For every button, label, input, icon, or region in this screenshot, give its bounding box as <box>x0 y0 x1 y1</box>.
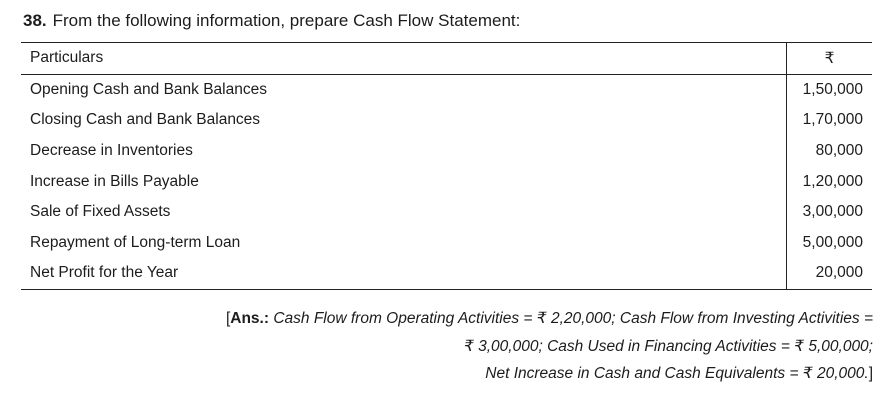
table-row <box>21 228 872 259</box>
row-particular: Opening Cash and Bank Balances <box>30 80 267 98</box>
row-amount: 20,000 <box>787 258 873 289</box>
row-particular: Decrease in Inventories <box>30 142 193 160</box>
answer-line-1 <box>226 305 873 333</box>
row-particular: Increase in Bills Payable <box>30 172 199 190</box>
row-particular: Repayment of Long-term Loan <box>30 233 241 251</box>
row-particular: Net Profit for the Year <box>30 264 179 282</box>
table-row <box>21 74 872 105</box>
question-heading <box>23 10 520 32</box>
row-particular: Closing Cash and Bank Balances <box>30 111 261 129</box>
row-amount: 5,00,000 <box>787 228 873 259</box>
answer-open-bracket: [ <box>225 310 231 327</box>
row-amount: 1,50,000 <box>787 74 873 105</box>
question-text: From the following information, prepare Cash Flow Statement: <box>52 11 521 30</box>
answer-label: Ans.: <box>230 310 270 327</box>
table-row <box>21 166 872 197</box>
table-row <box>21 105 872 136</box>
particulars-table <box>21 42 872 290</box>
table-row <box>21 258 872 289</box>
header-particulars: Particulars <box>30 49 104 67</box>
row-amount: 80,000 <box>787 136 873 167</box>
answer-text-1: Cash Flow from Operating Activities = ₹ 2,20,000; Cash Flow from Investing Activities = <box>273 310 873 327</box>
header-rupee-amount: ₹ <box>787 43 873 75</box>
row-amount: 1,70,000 <box>787 105 873 136</box>
row-particular: Sale of Fixed Assets <box>30 203 171 221</box>
answer-text-2: ₹ 3,00,000; Cash Used in Financing Activities = ₹ 5,00,000; <box>463 337 873 355</box>
answer-block <box>226 305 873 388</box>
question-number: 38. <box>23 11 47 30</box>
answer-text-3: Net Increase in Cash and Cash Equivalents = ₹ 20,000. <box>485 365 869 382</box>
row-amount: 1,20,000 <box>787 166 873 197</box>
answer-line-3 <box>226 360 873 388</box>
table-header-row <box>21 43 872 75</box>
table-row <box>21 197 872 228</box>
answer-line-2 <box>226 333 873 361</box>
row-amount: 3,00,000 <box>787 197 873 228</box>
answer-close-bracket: ] <box>868 365 873 382</box>
table-row <box>21 136 872 167</box>
